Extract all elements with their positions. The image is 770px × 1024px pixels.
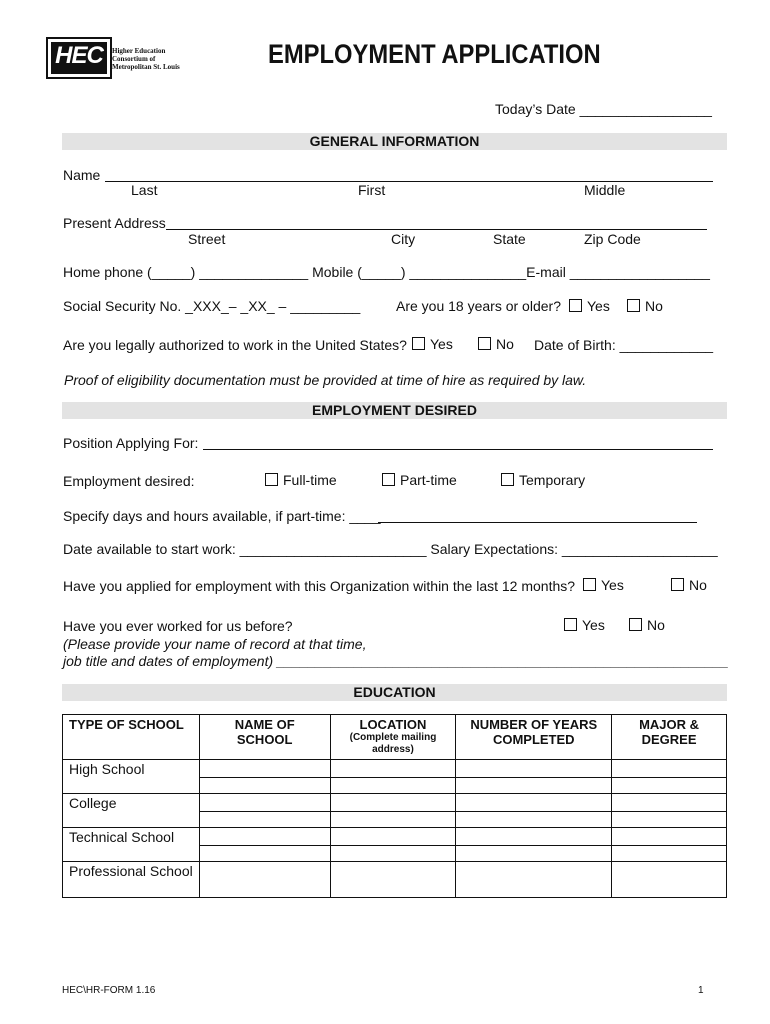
- checkbox-icon[interactable]: [627, 299, 640, 312]
- option-label: No: [496, 336, 514, 352]
- table-cell[interactable]: [612, 812, 727, 828]
- option-label: Temporary: [519, 472, 586, 488]
- option-label: Yes: [601, 577, 624, 593]
- option-label: Yes: [582, 617, 605, 633]
- column-header: LOCATION: [359, 717, 427, 732]
- present-address-label: Present Address: [63, 215, 166, 231]
- checkbox-icon[interactable]: [478, 337, 491, 350]
- authorized-no-option[interactable]: [478, 336, 514, 352]
- table-cell[interactable]: [456, 862, 612, 898]
- school-type-cell: Technical School: [63, 828, 200, 862]
- table-cell[interactable]: [330, 812, 456, 828]
- school-type-cell: [63, 862, 200, 898]
- start-date-salary-line[interactable]: Date available to start work: ________________________ Salary Expectations: ____________________: [63, 541, 718, 557]
- column-header: TYPE OF SCHOOL: [63, 715, 200, 760]
- worked-note: (Please provide your name of record at that time,: [63, 636, 367, 652]
- school-type-cell: High School: [63, 760, 200, 794]
- todays-date-field[interactable]: Today’s Date _________________: [495, 101, 712, 117]
- table-cell[interactable]: [199, 778, 330, 794]
- table-row: [63, 794, 727, 812]
- school-type-cell: College: [63, 794, 200, 828]
- table-cell[interactable]: [199, 812, 330, 828]
- form-id: HEC\HR-FORM 1.16: [62, 985, 156, 996]
- table-cell[interactable]: [456, 846, 612, 862]
- table-cell[interactable]: [199, 760, 330, 778]
- ssn-field[interactable]: Social Security No. _XXX_– _XX_ – _________: [63, 298, 361, 314]
- age-yes-option[interactable]: [569, 298, 610, 314]
- checkbox-icon[interactable]: [671, 578, 684, 591]
- table-cell[interactable]: [330, 760, 456, 778]
- position-label: Position Applying For:: [63, 435, 199, 451]
- age-no-option[interactable]: [627, 298, 663, 314]
- table-cell[interactable]: [456, 812, 612, 828]
- date-of-birth-field[interactable]: Date of Birth: ____________: [534, 337, 714, 353]
- logo-subtitle-line: Metropolitan St. Louis: [112, 63, 180, 71]
- table-cell[interactable]: [199, 828, 330, 846]
- column-header: MAJOR & DEGREE: [612, 715, 727, 760]
- proof-of-eligibility-note: Proof of eligibility documentation must be provided at time of hire as required by law.: [64, 372, 587, 388]
- state-caption: State: [493, 231, 526, 247]
- checkbox-icon[interactable]: [501, 473, 514, 486]
- location-note: (Complete mailing address): [349, 732, 437, 755]
- section-title: EMPLOYMENT DESIRED: [312, 402, 477, 418]
- column-header: NUMBER OF YEARS COMPLETED: [456, 715, 612, 760]
- table-cell[interactable]: [612, 846, 727, 862]
- education-header: [62, 684, 727, 701]
- table-cell[interactable]: [330, 828, 456, 846]
- logo-subtitle-line: Consortium of: [112, 55, 156, 63]
- education-table: [62, 714, 727, 898]
- days-hours-label: Specify days and hours available, if part-time: ____: [63, 508, 381, 524]
- table-cell[interactable]: [456, 828, 612, 846]
- page-number: 1: [698, 985, 704, 996]
- logo-subtitle: [112, 47, 180, 71]
- option-label: No: [689, 577, 707, 593]
- worked-details-field[interactable]: job title and dates of employment) __________________________________________________________: [63, 653, 729, 669]
- checkbox-icon[interactable]: [265, 473, 278, 486]
- worked-no-option[interactable]: [629, 617, 665, 633]
- temporary-option[interactable]: [501, 472, 585, 488]
- authorized-yes-option[interactable]: [412, 336, 453, 352]
- employment-desired-header: [62, 402, 727, 419]
- table-cell[interactable]: [612, 828, 727, 846]
- employment-desired-label: Employment desired:: [63, 473, 195, 489]
- days-hours-input-line[interactable]: [378, 522, 697, 523]
- option-label: Part-time: [400, 472, 457, 488]
- street-caption: Street: [188, 231, 226, 247]
- page-title: EMPLOYMENT APPLICATION: [268, 39, 601, 69]
- name-label: Name: [63, 167, 101, 183]
- checkbox-icon[interactable]: [569, 299, 582, 312]
- checkbox-icon[interactable]: [382, 473, 395, 486]
- table-cell[interactable]: [330, 794, 456, 812]
- column-header: NAME OF SCHOOL: [199, 715, 330, 760]
- table-row: [63, 828, 727, 846]
- authorized-question: Are you legally authorized to work in the United States?: [63, 337, 407, 353]
- table-cell[interactable]: [330, 778, 456, 794]
- option-label: Full-time: [283, 472, 337, 488]
- logo-subtitle-line: Higher Education: [112, 47, 166, 55]
- checkbox-icon[interactable]: [583, 578, 596, 591]
- table-cell[interactable]: [199, 794, 330, 812]
- table-cell[interactable]: [456, 760, 612, 778]
- table-cell[interactable]: [612, 760, 727, 778]
- option-label: No: [645, 298, 663, 314]
- section-title: EDUCATION: [353, 684, 436, 700]
- hec-logo: [46, 37, 112, 79]
- applied-yes-option[interactable]: [583, 577, 624, 593]
- general-information-header: [62, 133, 727, 150]
- school-type-label: Professional School: [69, 863, 193, 879]
- full-time-option[interactable]: [265, 472, 337, 488]
- zip-code-caption: Zip Code: [584, 231, 641, 247]
- table-cell[interactable]: [612, 778, 727, 794]
- option-label: Yes: [430, 336, 453, 352]
- table-header-row: [63, 715, 727, 760]
- table-cell[interactable]: [330, 846, 456, 862]
- column-header-location: [330, 715, 456, 760]
- table-cell[interactable]: [330, 862, 456, 898]
- checkbox-icon[interactable]: [564, 618, 577, 631]
- first-name-caption: First: [358, 182, 386, 198]
- option-label: Yes: [587, 298, 610, 314]
- position-input-line[interactable]: [203, 449, 713, 450]
- table-cell[interactable]: [199, 846, 330, 862]
- section-title: GENERAL INFORMATION: [309, 133, 480, 149]
- applied-no-option[interactable]: [671, 577, 707, 593]
- table-cell[interactable]: [612, 794, 727, 812]
- middle-name-caption: Middle: [584, 182, 626, 198]
- worked-yes-option[interactable]: [564, 617, 605, 633]
- city-caption: City: [391, 231, 416, 247]
- applied-question: Have you applied for employment with this Organization within the last 12 months?: [63, 578, 576, 594]
- address-input-line[interactable]: [166, 229, 707, 230]
- part-time-option[interactable]: [382, 472, 457, 488]
- option-label: No: [647, 617, 665, 633]
- table-cell[interactable]: [612, 862, 727, 898]
- age-question: Are you 18 years or older?: [396, 298, 561, 314]
- worked-before-question: Have you ever worked for us before?: [63, 618, 293, 634]
- last-name-caption: Last: [131, 182, 158, 198]
- table-cell[interactable]: [456, 794, 612, 812]
- table-cell[interactable]: [456, 778, 612, 794]
- table-row: [63, 862, 727, 898]
- table-row: [63, 760, 727, 778]
- checkbox-icon[interactable]: [629, 618, 642, 631]
- phone-email-line[interactable]: Home phone (_____) ______________ Mobile (_____) _______________E-mail __________________: [63, 264, 710, 280]
- hec-logo-text: HEC: [51, 42, 107, 74]
- checkbox-icon[interactable]: [412, 337, 425, 350]
- table-cell[interactable]: [199, 862, 330, 898]
